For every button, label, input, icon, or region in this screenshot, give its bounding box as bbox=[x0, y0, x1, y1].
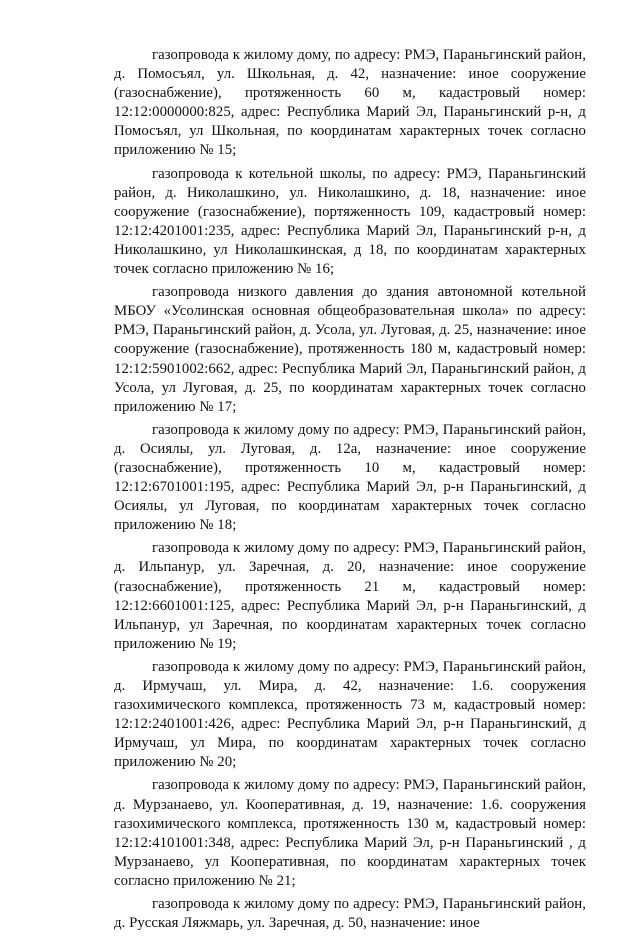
paragraph-gas-pipeline-pomosyal: газопровода к жилому дому, по адресу: РМЭ, Параньгинский район, д. Помосъял, ул. Школьная, д. 42, назначение: иное сооружение (газоснабжение), протяженность 60 м, кадастровый номер: 12:12:0000000:825, адрес: Республика Марий Эл, Параньгинский р-н, д Помосъял, ул Школьная, по координатам характерных точек согласно приложению № 15; bbox=[114, 47, 586, 159]
paragraph-gas-pipeline-osiyaly: газопровода к жилому дому по адресу: РМЭ, Параньгинский район, д. Осиялы, ул. Луговая, д. 12а, назначение: иное сооружение (газоснабжение), протяженность 10 м, кадастровый номер: 12:12:6701001:195, адрес: Республика Марий Эл, р-н Параньгинский, д Осиялы, ул Луговая, по координатам характерных точек согласно приложению № 18; bbox=[114, 421, 586, 534]
document-page bbox=[114, 46, 586, 937]
paragraph-gas-pipeline-irmuchash: газопровода к жилому дому по адресу: РМЭ, Параньгинский район, д. Ирмучаш, ул. Мира, д. 42, назначение: 1.6. сооружения газохимического комплекса, протяженность 73 м, кадастровый номер: 12:12:2401001:426, адрес: Республика Марий Эл, р-н Параньгинский, д Ирмучаш, ул Мира, по координатам характерных точек согласно приложению № 20; bbox=[114, 658, 586, 771]
paragraph-gas-pipeline-russkaya-lyazhmar: газопровода к жилому дому по адресу: РМЭ, Параньгинский район, д. Русская Ляжмарь, ул. Заречная, д. 50, назначение: иное bbox=[114, 896, 586, 932]
paragraph-gas-pipeline-nikolashkino: газопровода к котельной школы, по адресу: РМЭ, Параньгинский район, д. Николашкино, ул. Николашкино, д. 18, назначение: иное сооружение (газоснабжение), портяженность 109, кадастровый номер: 12:12:4201001:235, адрес: Республика Марий Эл, Параньгинский р-н, д Николашкино, ул Николашкинская, д 18, по координатам характерных точек согласно приложению № 16; bbox=[114, 165, 586, 278]
paragraph-gas-pipeline-ilpanur: газопровода к жилому дому по адресу: РМЭ, Параньгинский район, д. Ильпанур, ул. Заречная, д. 20, назначение: иное сооружение (газоснабжение), протяженность 21 м, кадастровый номер: 12:12:6601001:125, адрес: Республика Марий Эл, р-н Параньгинский, д Ильпанур, ул Заречная, по координатам характерных точек согласно приложению № 19; bbox=[114, 540, 586, 652]
paragraph-gas-pipeline-usola: газопровода низкого давления до здания автономной котельной МБОУ «Усолинская основная общеобразовательная школа» по адресу: РМЭ, Параньгинский район, д. Усола, ул. Луговая, д. 25, назначение: иное сооружение (газоснабжение), протяженность 180 м, кадастровый номер: 12:12:5901002:662, адрес: Республика Марий Эл, Параньгинский район, д Усола, ул Луговая, д. 25, по координатам характерных точек согласно приложению № 17; bbox=[114, 284, 586, 415]
paragraph-gas-pipeline-murzanaevo: газопровода к жилому дому по адресу: РМЭ, Параньгинский район, д. Мурзанаево, ул. Кооперативная, д. 19, назначение: 1.6. сооружения газохимического комплекса, протяженность 130 м, кадастровый номер: 12:12:4101001:348, адрес: Республика Марий Эл, р-н Параньгинский , д Мурзанаево, ул Кооперативная, по координатам характерных точек согласно приложению № 21; bbox=[114, 777, 586, 889]
